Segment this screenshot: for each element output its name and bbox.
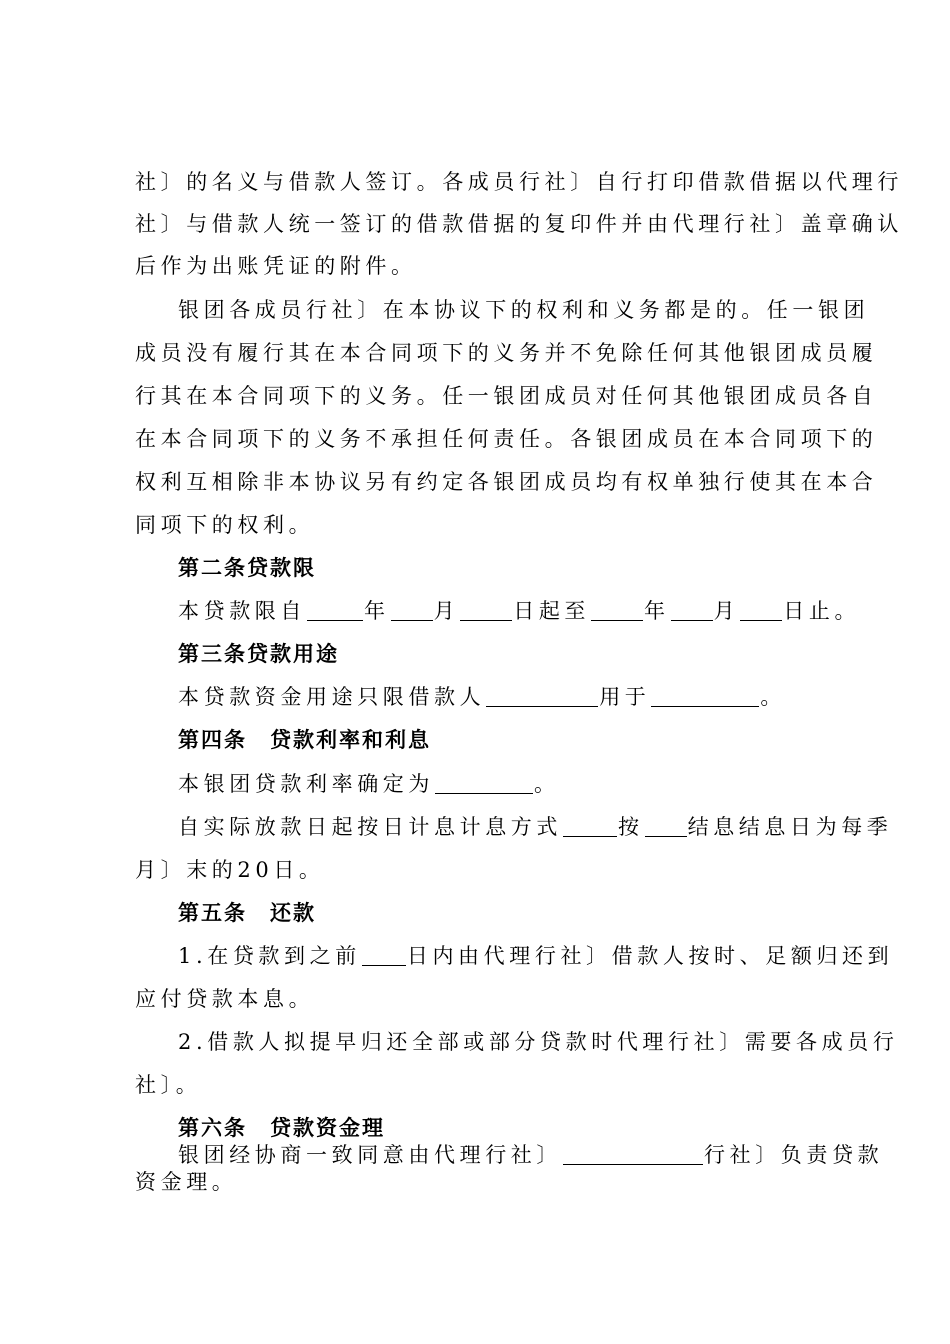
interest-label: 自实际放款日起按日计息计息方式 [178,815,562,839]
blank-field [671,600,713,621]
term-label: 本贷款限自 [178,599,306,623]
paragraph-line: 成员没有履行其在本合同项下的义务并不免除任何其他银团成员履 [135,341,878,365]
blank-field [435,773,533,794]
management-label: 行社〕负责贷款 [704,1143,884,1167]
repay-label: 1.在贷款到之前 [178,944,361,968]
paragraph-line: 同项下的权利。 [135,513,315,537]
article-3-purpose-line [178,677,950,717]
blank-field [486,686,598,707]
blank-field [307,600,363,621]
rate-label: 本银团贷款利率确定为 [178,772,434,796]
blank-field [645,816,687,837]
term-label: 日止。 [783,599,861,623]
repay-label: 日内由代理行社〕借款人按时、足额归还到 [406,944,894,968]
term-label: 年 [644,599,670,623]
article-5-item-1 [178,936,950,976]
term-label: 日起至 [513,599,591,623]
paragraph-line: 权利互相除非本协议另有约定各银团成员均有权单独行使其在本合 [135,470,878,494]
article-4-title: 第四条 贷款利率和利息 [178,727,431,752]
management-label: 银团经协商一致同意由代理行社〕 [178,1143,562,1167]
article-5-title: 第五条 还款 [178,900,316,925]
blank-field [391,600,433,621]
blank-field [740,600,782,621]
term-label: 月 [433,599,460,623]
purpose-label: 用于 [599,685,651,709]
paragraph-line: 在本合同项下的义务不承担任何责任。各银团成员在本合同项下的 [135,427,878,451]
article-4-interest-line [178,807,950,847]
blank-field [651,686,759,707]
paragraph-line: 银团各成员行社〕在本协议下的权利和义务都是的。任一银团 [178,298,870,322]
paragraph-line: 社〕与借款人统一签订的借款借据的复印件并由代理行社〕盖章确认 [135,212,903,236]
term-label: 月 [713,599,740,623]
paragraph-line: 资金理。 [135,1170,238,1194]
article-6-title: 第六条 贷款资金理 [178,1115,385,1140]
paragraph-line: 后作为出账凭证的附件。 [135,254,417,278]
interest-label: 按 [618,815,644,839]
paragraph-line: 月〕末的20日。 [135,858,325,882]
article-4-rate-line [178,764,950,804]
term-label: 年 [364,599,390,623]
article-3-title: 第三条贷款用途 [178,641,339,666]
paragraph-line: 行其在本合同项下的义务。任一银团成员对任何其他银团成员各自 [135,384,878,408]
paragraph-line: 社〕。 [135,1073,202,1097]
blank-field [362,945,406,966]
purpose-label: 本贷款资金用途只限借款人 [178,685,486,709]
article-2-title: 第二条贷款限 [178,555,316,580]
rate-label: 。 [534,772,560,796]
purpose-label: 。 [760,685,787,709]
paragraph-line: 社〕的名义与借款人签订。各成员行社〕自行打印借款借据以代理行 [135,170,903,194]
paragraph-line: 应付贷款本息。 [135,987,315,1011]
blank-field [563,816,617,837]
article-5-item-2: 2.借款人拟提早归还全部或部分贷款时代理行社〕需要各成员行 [178,1030,899,1054]
interest-label: 结息结息日为每季 [687,815,893,839]
article-2-term-line [178,591,950,631]
blank-field [591,600,643,621]
blank-field [460,600,512,621]
